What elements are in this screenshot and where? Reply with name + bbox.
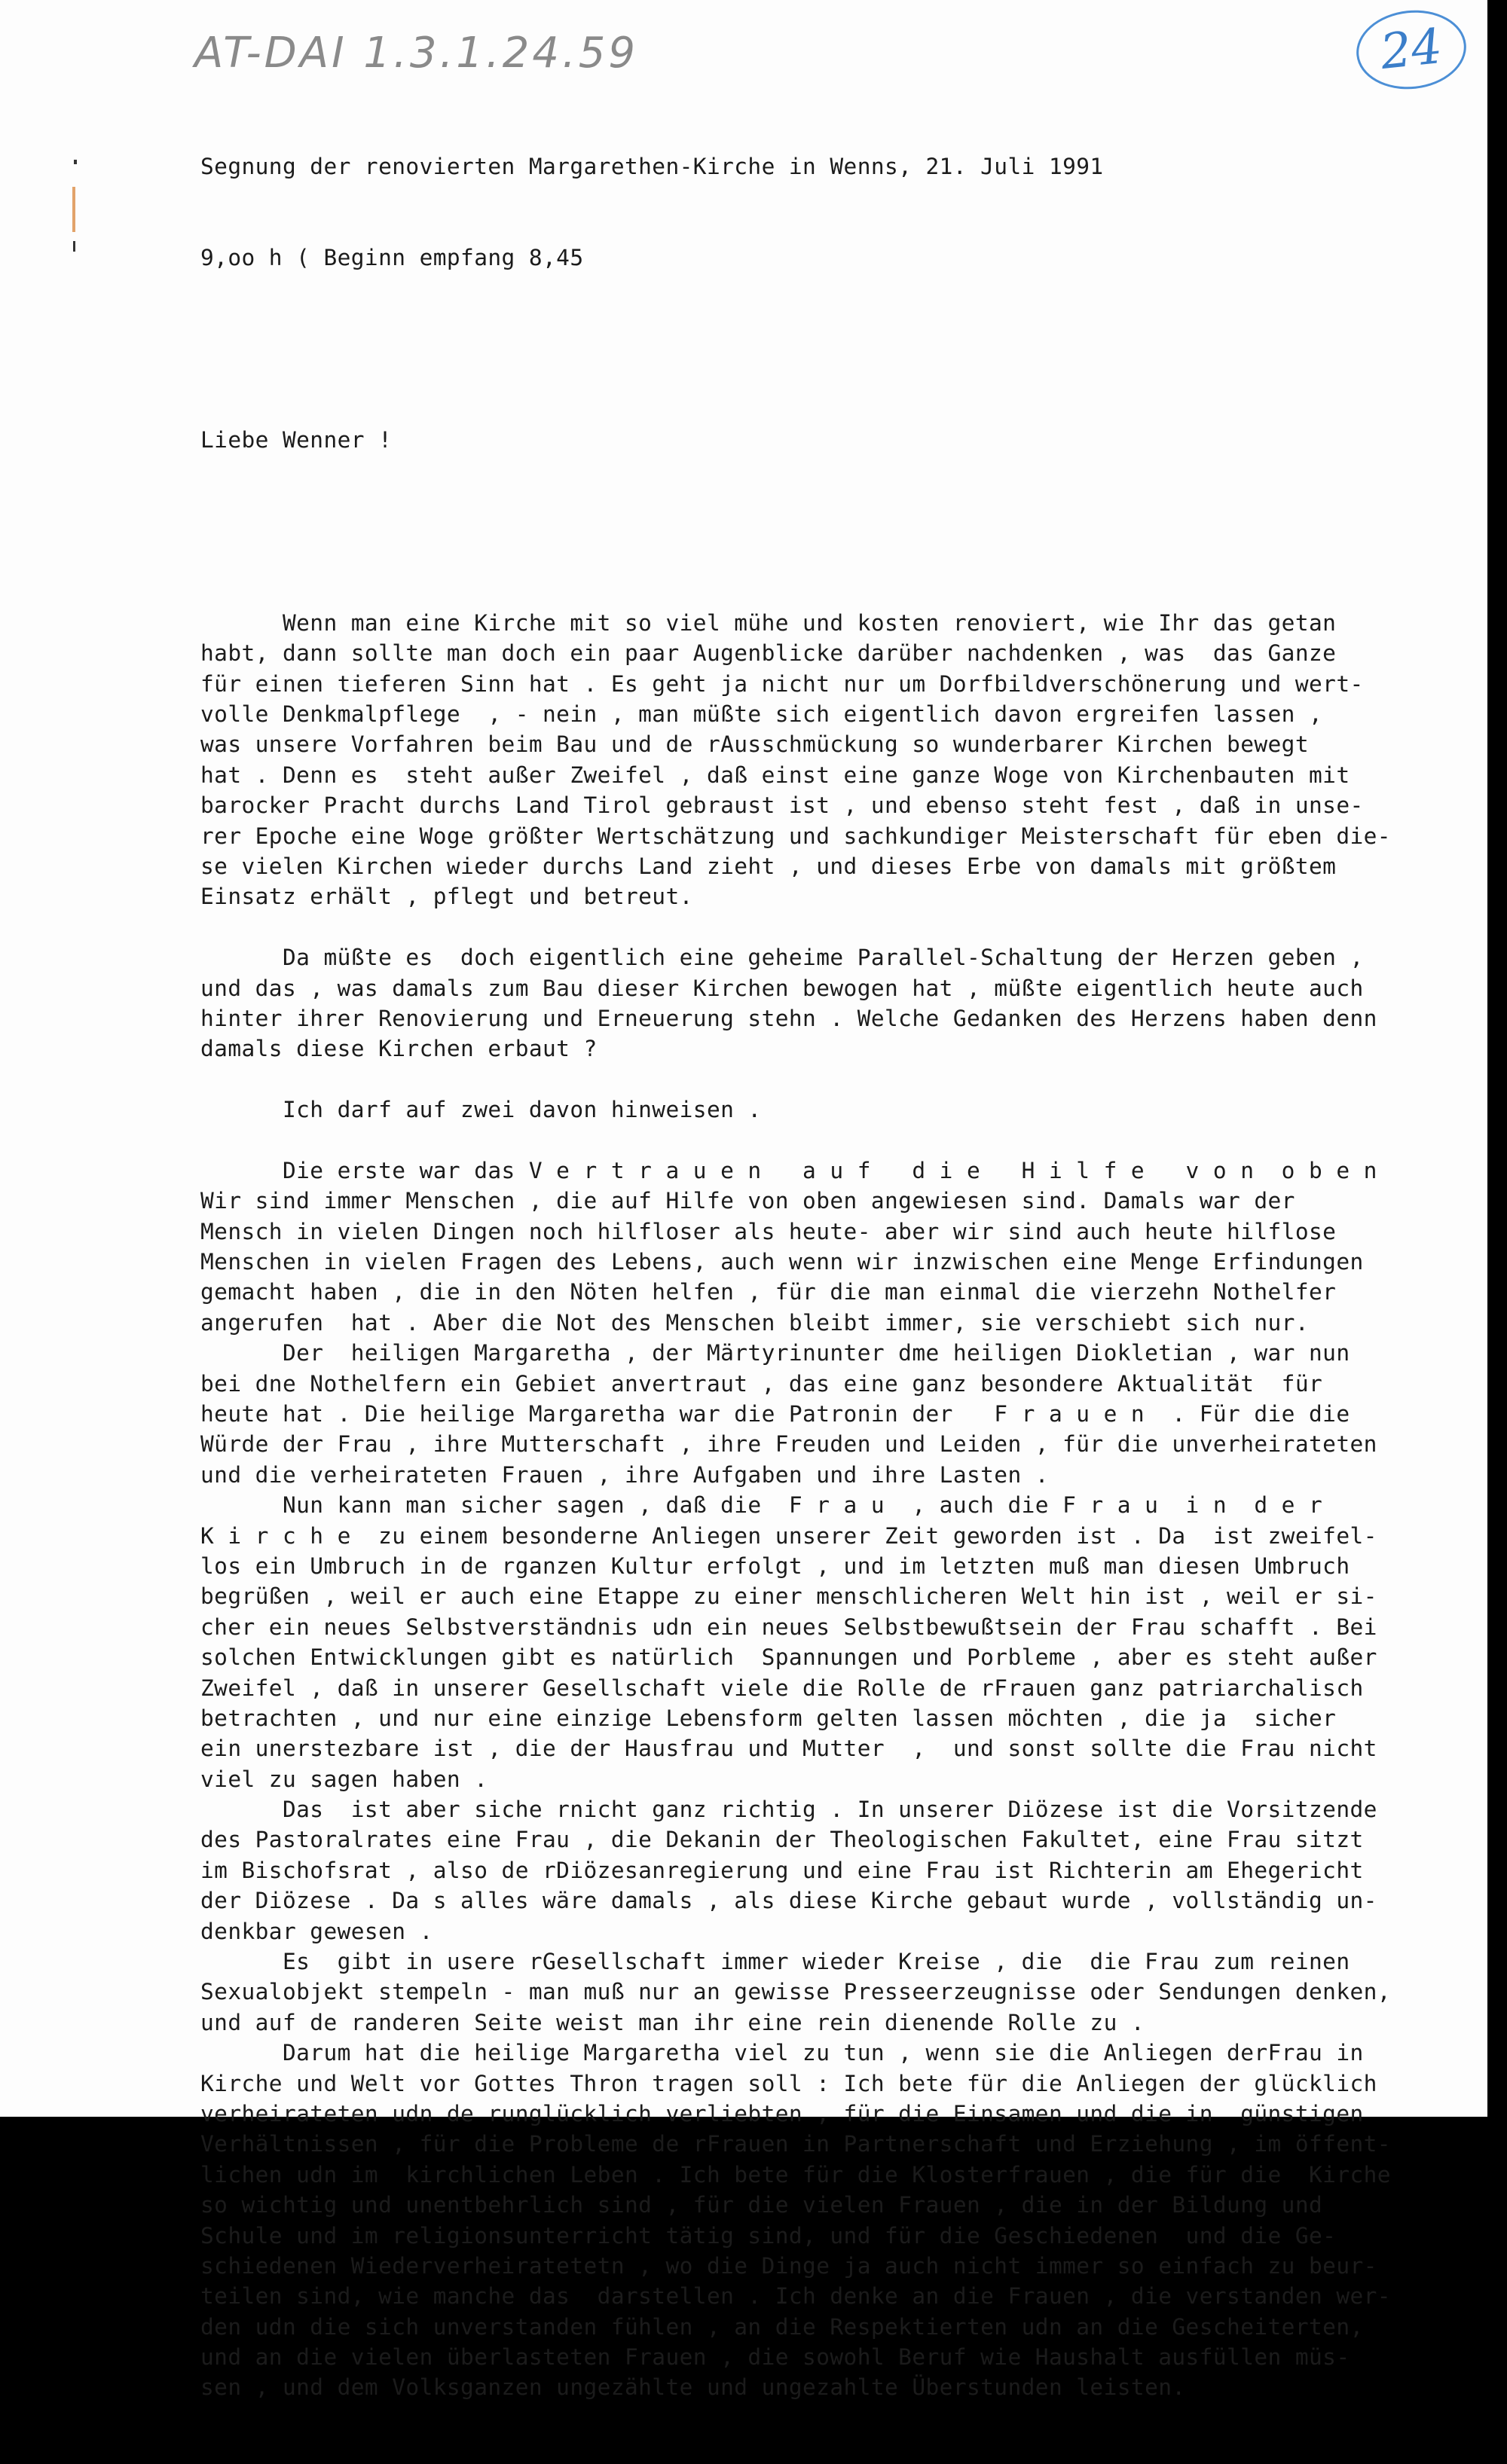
text-line: der Diözese . Da s alles wäre damals , als diese Kirche gebaut wurde , vollständig un- bbox=[200, 1888, 1377, 1914]
text-line: Da müßte es doch eigentlich eine geheime Parallel-Schaltung der Herzen geben , bbox=[200, 945, 1364, 971]
archive-signature-stamp: AT-DAI 1.3.1.24.59 bbox=[194, 29, 639, 78]
text-line: Ich darf auf zwei davon hinweisen . bbox=[200, 1097, 762, 1123]
text-line: denkbar gewesen . bbox=[200, 1918, 433, 1944]
text-line: gemacht haben , die in den Nöten helfen , für die man einmal die vierzehn Nothelfer bbox=[200, 1279, 1337, 1305]
text-line: Wir sind immer Menschen , die auf Hilfe von oben angewiesen sind. Damals war der bbox=[200, 1188, 1295, 1214]
paragraphs bbox=[200, 608, 1481, 2403]
salutation: Liebe Wenner ! bbox=[200, 427, 393, 453]
text-line: K i r c h e zu einem besonderne Anliegen unserer Zeit geworden ist . Da ist zweifel- bbox=[200, 1522, 1377, 1549]
text-line: Nun kann man sicher sagen , daß die F r a u , auch die F r a u i n d e r bbox=[200, 1492, 1323, 1519]
text-line: Menschen in vielen Fragen des Lebens, auch wenn wir inzwischen eine Menge Erfindungen bbox=[200, 1249, 1364, 1275]
text-line: rer Epoche eine Woge größter Wertschätzung und sachkundiger Meisterschaft für eben die- bbox=[200, 823, 1391, 849]
margin-dot-mark bbox=[74, 160, 77, 164]
text-line: und die verheirateten Frauen , ihre Aufgaben und ihre Lasten . bbox=[200, 1461, 1049, 1488]
text-line: bei dne Nothelfern ein Gebiet anvertraut , das eine ganz besondere Aktualität für bbox=[200, 1370, 1323, 1397]
text-line: des Pastoralrates eine Frau , die Dekanin der Theologischen Fakultet, eine Frau sitzt bbox=[200, 1827, 1364, 1853]
text-line: schiedenen Wiederverheiratetetn , wo die Dinge ja auch nicht immer so einfach zu beur- bbox=[200, 2252, 1377, 2279]
text-line: damals diese Kirchen erbaut ? bbox=[200, 1036, 598, 1062]
text-line: heute hat . Die heilige Margaretha war die Patronin der F r a u e n . Für die die bbox=[200, 1400, 1350, 1427]
margin-tick-mark bbox=[73, 241, 75, 252]
text-line: ein unerstezbare ist , die der Hausfrau und Mutter , und sonst sollte die Frau nicht bbox=[200, 1736, 1377, 1762]
text-line: teilen sind, wie manche das darstellen . Ich denke an die Frauen , die verstanden wer- bbox=[200, 2283, 1391, 2310]
text-line: sen , und dem Volksganzen ungezählte und ungezahlte Überstunden leisten. bbox=[200, 2374, 1186, 2401]
margin-highlight-mark bbox=[72, 187, 75, 232]
text-line: hat . Denn es steht außer Zweifel , daß einst eine ganze Woge von Kirchenbauten mit bbox=[200, 762, 1350, 788]
letter-body bbox=[200, 90, 1481, 2464]
text-line: Kirche und Welt vor Gottes Thron tragen soll : Ich bete für die Anliegen der glücklich bbox=[200, 2070, 1377, 2096]
text-line: Das ist aber siche rnicht ganz richtig . In unserer Diözese ist die Vorsitzende bbox=[200, 1797, 1377, 1823]
text-line: Zweifel , daß in unserer Gesellschaft viele die Rolle de rFrauen ganz patriarchalisch bbox=[200, 1675, 1364, 1701]
text-line: im Bischofsrat , also de rDiözesanregierung und eine Frau ist Richterin am Ehegericht bbox=[200, 1857, 1364, 1883]
text-line: lichen udn im kirchlichen Leben . Ich bete für die Klosterfrauen , die für die Kirche bbox=[200, 2161, 1391, 2188]
page-number-badge: 24 bbox=[1353, 5, 1470, 95]
text-line: Die erste war das V e r t r a u e n a u f d i e H i l f e v o n o b e n bbox=[200, 1157, 1377, 1183]
text-line: und das , was damals zum Bau dieser Kirchen bewogen hat , müßte eigentlich heute auch bbox=[200, 975, 1364, 1001]
text-line: so wichtig und unentbehrlich sind , für die vielen Frauen , die in der Bildung und bbox=[200, 2192, 1323, 2218]
text-line: volle Denkmalpflege , - nein , man müßte sich eigentlich davon ergreifen lassen , bbox=[200, 701, 1323, 727]
text-line: barocker Pracht durchs Land Tirol gebraust ist , und ebenso steht fest , daß in unse- bbox=[200, 792, 1364, 819]
text-line: cher ein neues Selbstverständnis udn ein neues Selbstbewußtsein der Frau schafft . Bei bbox=[200, 1614, 1377, 1640]
text-line: Wenn man eine Kirche mit so viel mühe und kosten renoviert, wie Ihr das getan bbox=[200, 609, 1337, 636]
text-line: und an die vielen überlasteten Frauen , die sowohl Beruf wie Haushalt ausfüllen müs- bbox=[200, 2344, 1350, 2371]
text-line: se vielen Kirchen wieder durchs Land zieht , und dieses Erbe von damals mit größtem bbox=[200, 853, 1337, 879]
text-line: verheirateten udn de runglücklich verliebten , für die Einsamen und die in günstigen bbox=[200, 2100, 1364, 2127]
margin-marks bbox=[68, 151, 83, 256]
text-line: Es gibt in usere rGesellschaft immer wieder Kreise , die die Frau zum reinen bbox=[200, 1949, 1350, 1975]
text-line: was unsere Vorfahren beim Bau und de rAusschmückung so wunderbarer Kirchen bewegt bbox=[200, 731, 1309, 758]
text-line: Sexualobjekt stempeln - man muß nur an gewisse Presseerzeugnisse oder Sendungen denken, bbox=[200, 1979, 1391, 2005]
text-line: Mensch in vielen Dingen noch hilfloser als heute- aber wir sind auch heute hilflose bbox=[200, 1218, 1337, 1244]
text-line: Schule und im religionsunterricht tätig sind, und für die Geschiedenen und die Ge- bbox=[200, 2222, 1337, 2249]
text-line: den udn die sich unverstanden fühlen , an die Respektierten udn an die Gescheiterten, bbox=[200, 2313, 1364, 2340]
text-line: Darum hat die heilige Margaretha viel zu tun , wenn sie die Anliegen derFrau in bbox=[200, 2040, 1364, 2066]
text-line: angerufen hat . Aber die Not des Menschen bleibt immer, sie verschiebt sich nur. bbox=[200, 1309, 1309, 1336]
text-line: habt, dann sollte man doch ein paar Augenblicke darüber nachdenken , was das Ganze bbox=[200, 640, 1337, 667]
text-line: hinter ihrer Renovierung und Erneuerung stehn . Welche Gedanken des Herzens haben denn bbox=[200, 1005, 1377, 1031]
text-line: und auf de randeren Seite weist man ihr eine rein dienende Rolle zu . bbox=[200, 2009, 1145, 2035]
heading-line-1: Segnung der renovierten Margarethen-Kirche in Wenns, 21. Juli 1991 bbox=[200, 153, 1104, 179]
text-line: Verhältnissen , für die Probleme de rFrauen in Partnerschaft und Erziehung , im öffent- bbox=[200, 2131, 1391, 2157]
text-line: los ein Umbruch in de rganzen Kultur erfolgt , und im letzten muß man diesen Umbruch bbox=[200, 1553, 1350, 1579]
text-line: Einsatz erhält , pflegt und betreut. bbox=[200, 884, 693, 910]
text-line: Würde der Frau , ihre Mutterschaft , ihre Freuden und Leiden , für die unverheirateten bbox=[200, 1431, 1377, 1458]
text-line: für einen tieferen Sinn hat . Es geht ja nicht nur um Dorfbildverschönerung und wert- bbox=[200, 670, 1364, 697]
text-line: viel zu sagen haben . bbox=[200, 1766, 488, 1792]
text-line: Der heiligen Margaretha , der Märtyrinunter dme heiligen Diokletian , war nun bbox=[200, 1340, 1350, 1366]
text-line: solchen Entwicklungen gibt es natürlich Spannungen und Porbleme , aber es steht außer bbox=[200, 1644, 1377, 1671]
text-line: betrachten , und nur eine einzige Lebensform gelten lassen möchten , die ja sicher bbox=[200, 1705, 1337, 1731]
text-line: begrüßen , weil er auch eine Etappe zu einer menschlicheren Welt hin ist , weil er si- bbox=[200, 1583, 1377, 1610]
heading-line-2: 9,oo h ( Beginn empfang 8,45 bbox=[200, 245, 584, 271]
